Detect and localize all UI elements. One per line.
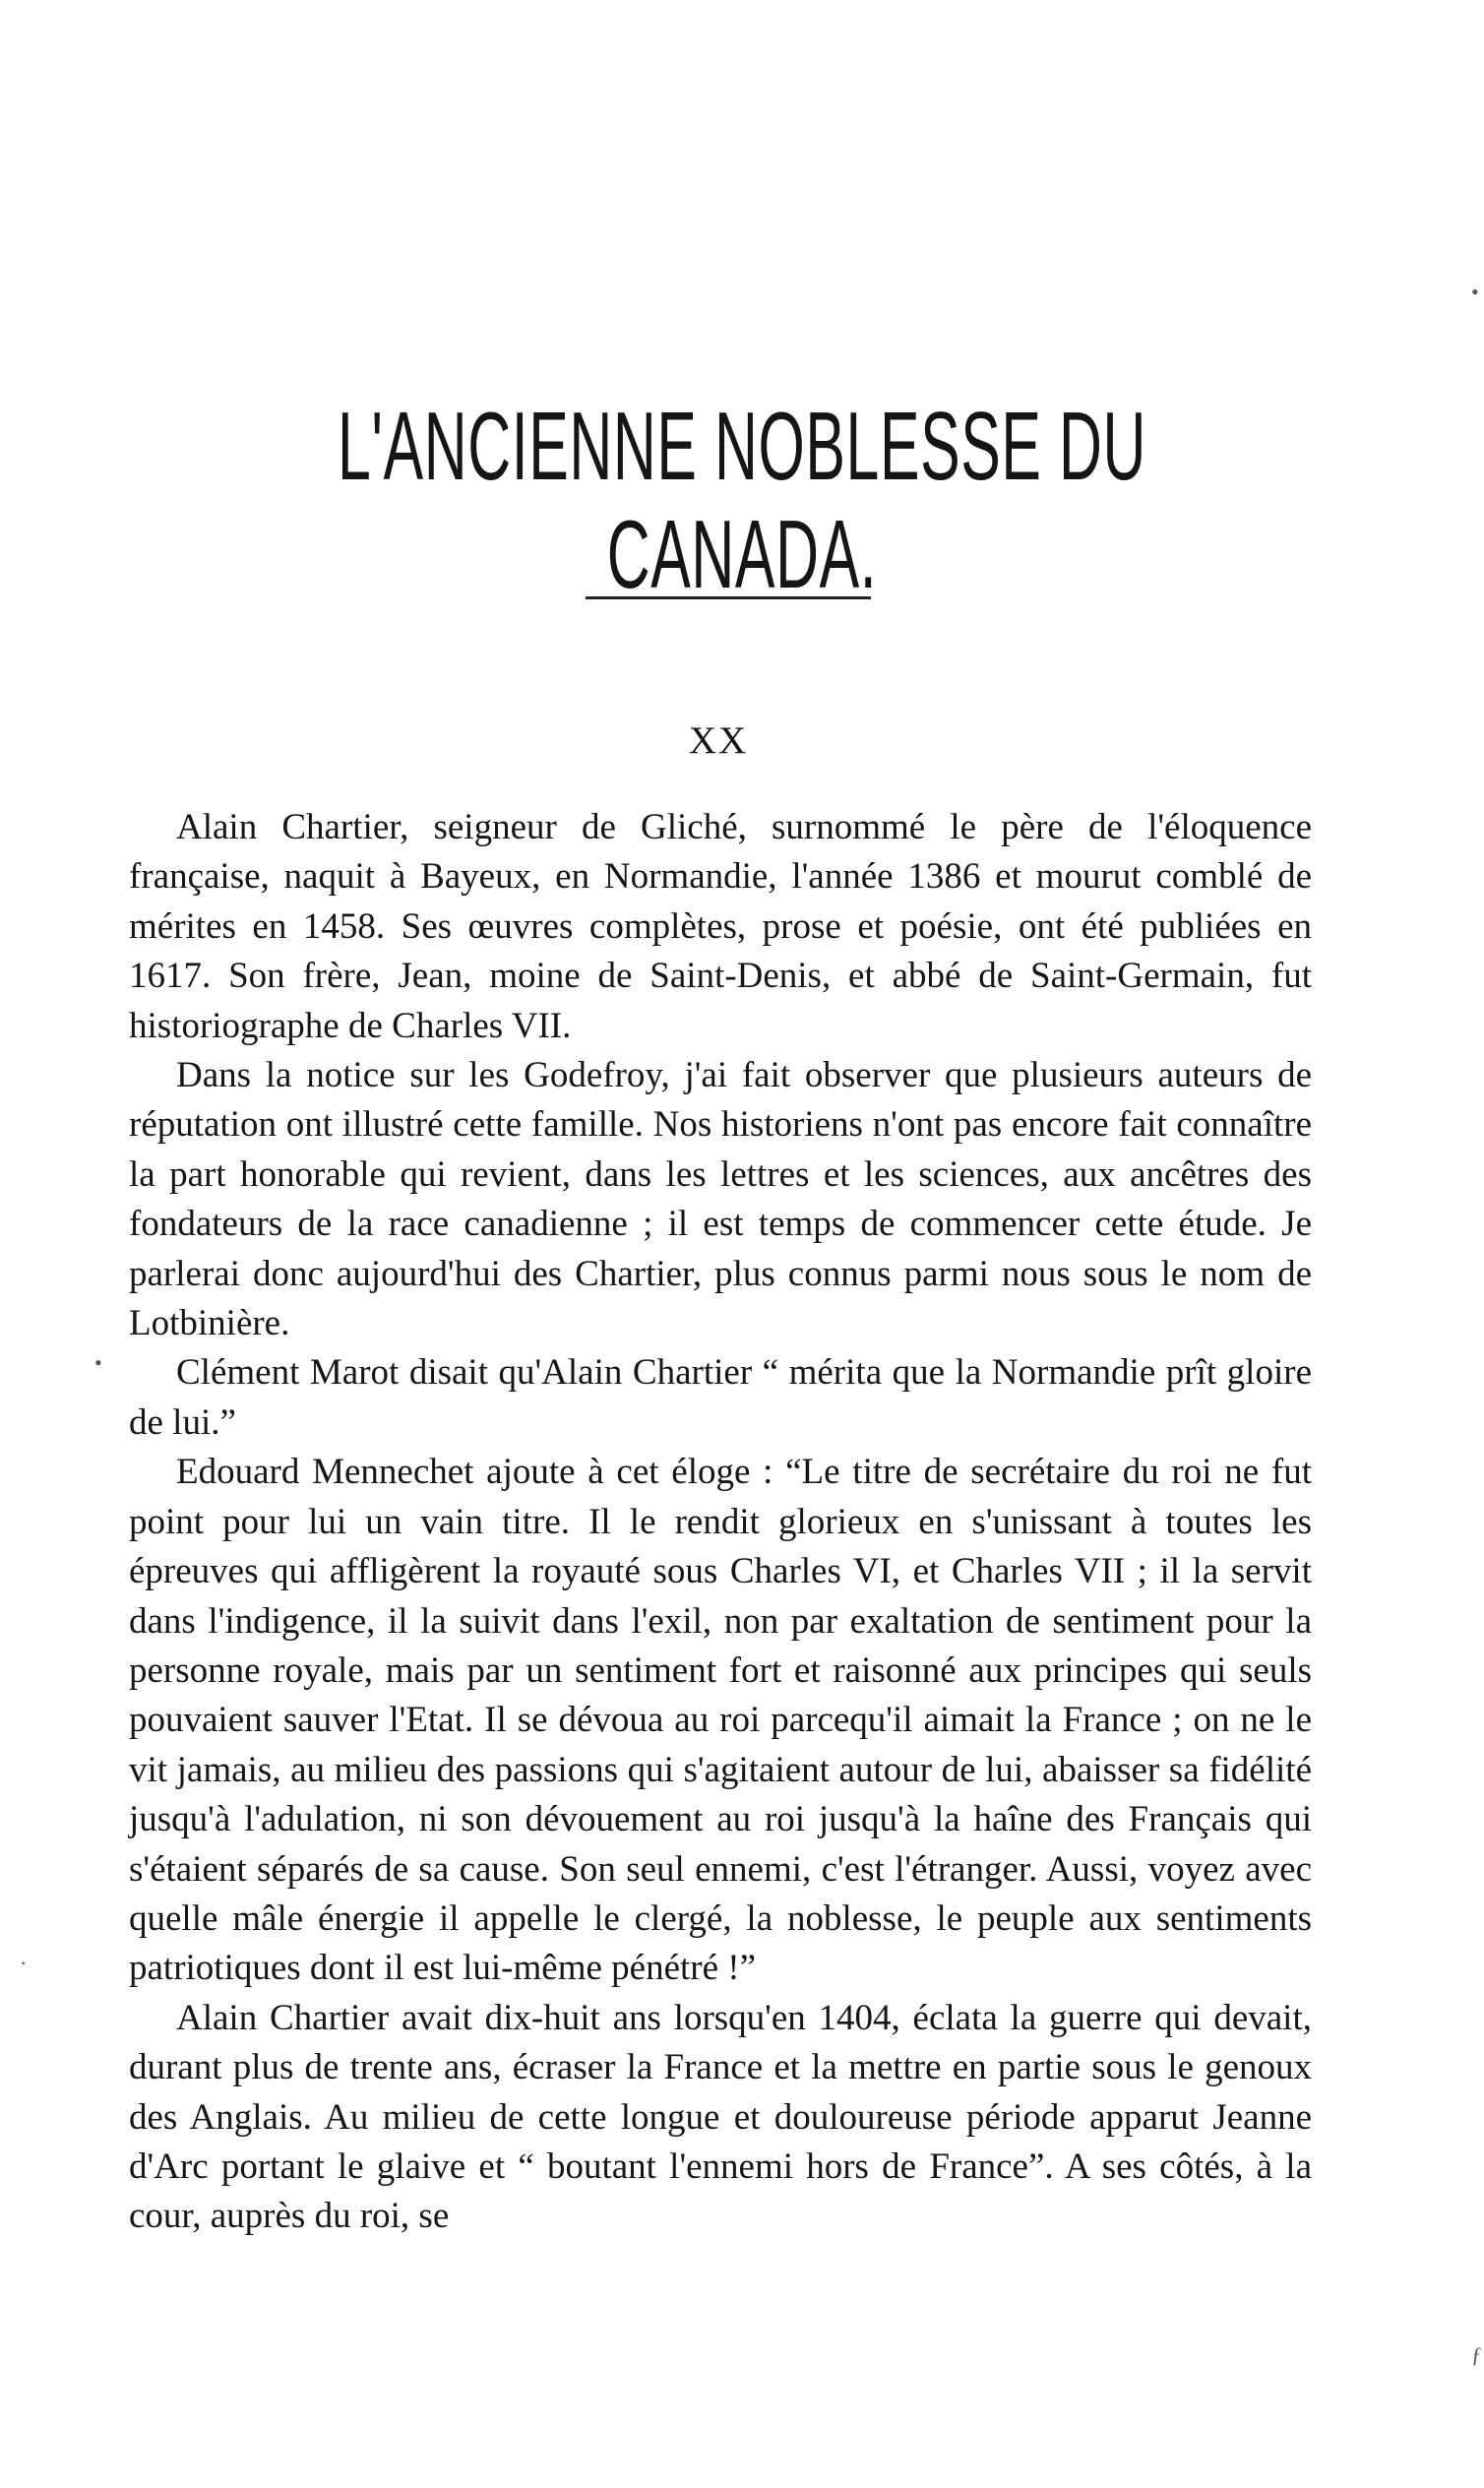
paragraph-3: Clément Marot disait qu'Alain Chartier “ mérita que la Normandie prît gloire de lui.” <box>129 1352 1312 1443</box>
margin-speck-left: • <box>94 1350 102 1375</box>
margin-speck-top: • <box>1471 280 1479 304</box>
paragraph-2: Dans la notice sur les Godefroy, j'ai fait observer que plusieurs auteurs de réputation ont illustré cette famille. Nos historiens n'ont pas encore fait connaître la part honorable qui revient, dans les lettres et les sciences, aux ancêtres des fondateurs de la race canadienne ; il est temps de commencer cette étude. Je parlerai donc aujourd'hui des Chartier, plus connus parmi nous sous le nom de Lotbinière. <box>129 1055 1312 1344</box>
margin-speck-lower-left: · <box>20 1951 28 1975</box>
paragraph-5: Alain Chartier avait dix-huit ans lorsqu'en 1404, éclata la guerre qui devait, durant plus de trente ans, écraser la France et la mettre en partie sous le genoux des Anglais. Au milieu de cette longue et douloureuse période apparut Jeanne d'Arc portant le glaive et “ boutant l'ennemi hors de France”. A ses côtés, à la cour, auprès du roi, se <box>129 1997 1312 2237</box>
paragraph-1: Alain Chartier, seigneur de Gliché, surnommé le père de l'éloquence française, naquit à Bayeux, en Normandie, l'année 1386 et mourut comblé de mérites en 1458. Ses œuvres complètes, prose et poésie, ont été publiées en 1617. Son frère, Jean, moine de Saint-Denis, et abbé de Saint-Germain, fut historiographe de Charles VII. <box>129 807 1312 1046</box>
body-text <box>129 803 1312 2242</box>
margin-speck-bottom: ƒ <box>1471 2342 1482 2367</box>
page-title: L'ANCIENNE NOBLESSE DU CANADA. <box>337 392 1147 608</box>
title-divider <box>586 596 871 599</box>
paragraph-4: Edouard Mennechet ajoute à cet éloge : “Le titre de secrétaire du roi ne fut point pour lui un vain titre. Il le rendit glorieux en s'unissant à toutes les épreuves qui affligèrent la royauté sous Charles VI, et Charles VII ; il la servit dans l'indigence, il la suivit dans l'exil, non par exaltation de sentiment pour la personne royale, mais par un sentiment fort et raisonné aux principes qui seuls pouvaient sauver l'Etat. Il se dévoua au roi parcequ'il aimait la France ; on ne le vit jamais, au milieu des passions qui s'agitaient autour de lui, abaisser sa fidélité jusqu'à l'adulation, ni son dévouement au roi jusqu'à la haîne des Français qui s'étaient séparés de sa cause. Son seul ennemi, c'est l'étranger. Aussi, voyez avec quelle mâle énergie il appelle le clergé, la noblesse, le peuple aux sentiments patriotiques dont il est lui-même pénétré !” <box>129 1452 1312 1989</box>
chapter-number: XX <box>688 719 749 762</box>
